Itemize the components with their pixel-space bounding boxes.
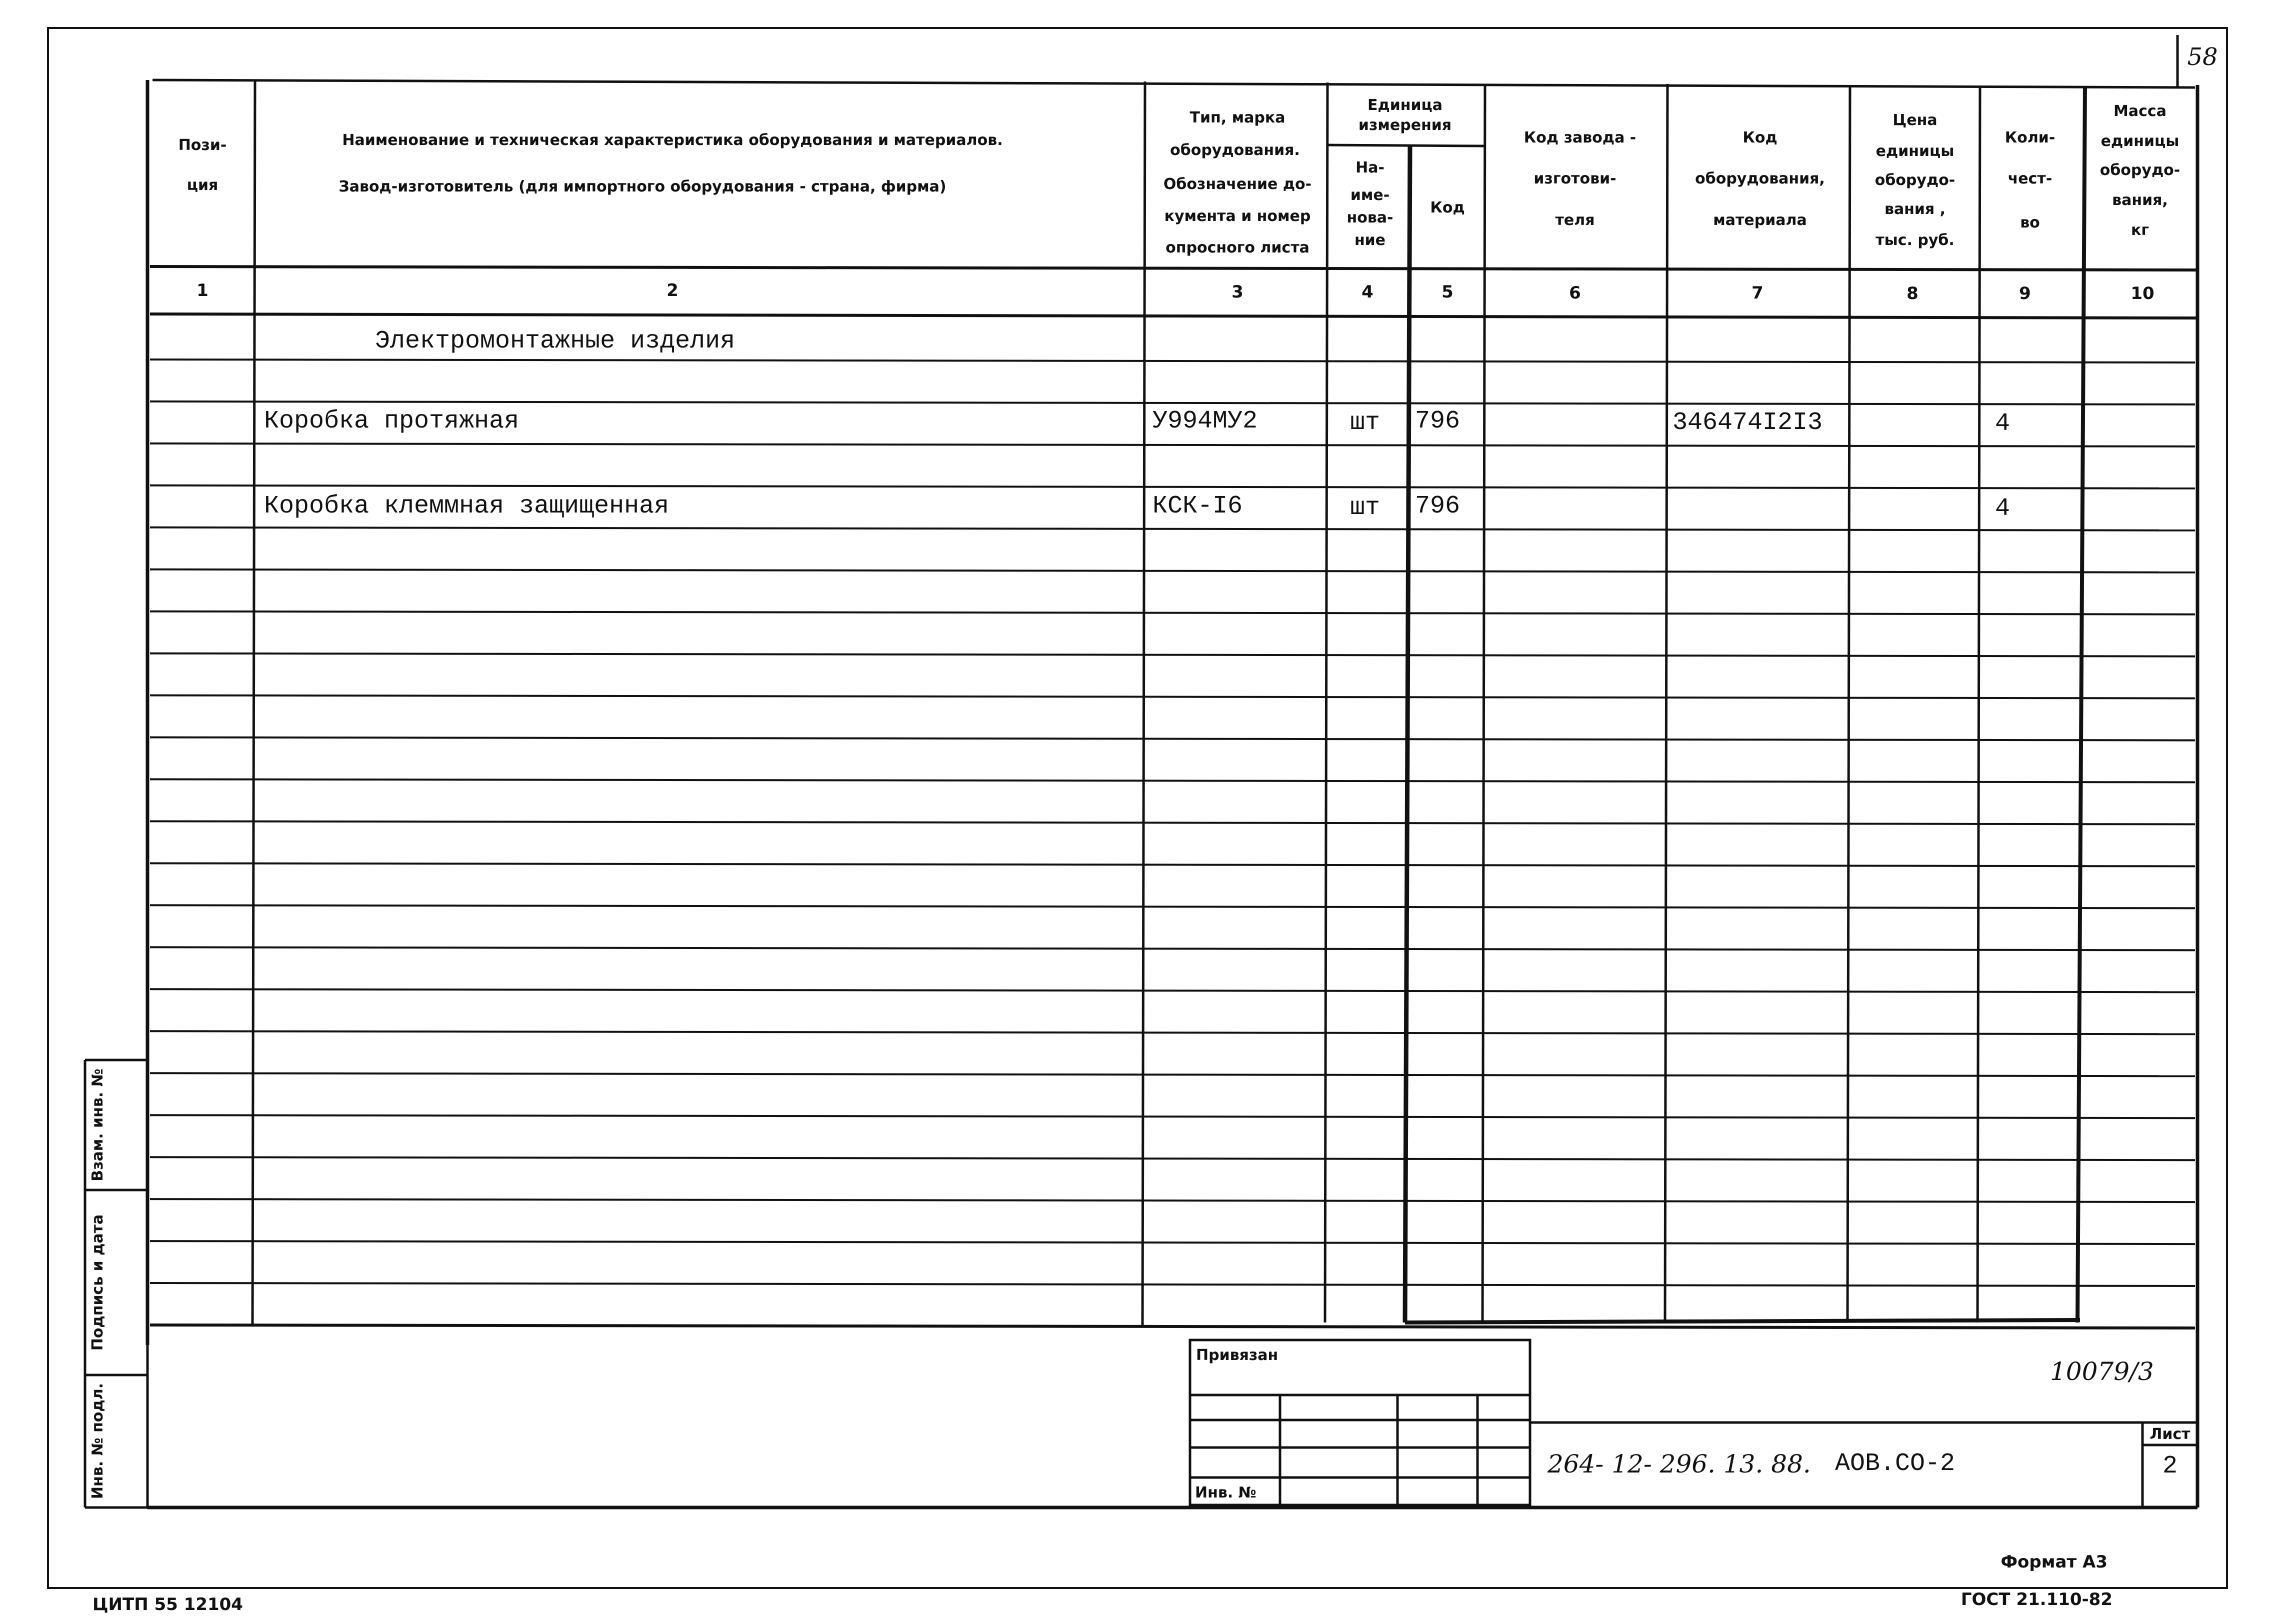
colnum-1: 1 bbox=[196, 280, 208, 300]
header-col10-l4: вания, bbox=[2112, 192, 2168, 209]
row-rule bbox=[150, 905, 2195, 908]
row-rule bbox=[150, 1157, 2195, 1160]
page-number: 58 bbox=[2187, 43, 2218, 71]
table-row bbox=[264, 407, 2010, 438]
row-3-name: Коробка протяжная bbox=[264, 407, 520, 436]
column-headers bbox=[178, 96, 2180, 256]
stamp-inv-no: Инв. № bbox=[1195, 1484, 1256, 1502]
footer-right-code: ГОСТ 21.110-82 bbox=[1960, 1590, 2112, 1610]
row-rule bbox=[150, 612, 2195, 614]
header-col3-l3: Обозначение до- bbox=[1163, 176, 1312, 193]
header-col1-l1: Пози- bbox=[178, 136, 227, 154]
header-col6-l2: изготови- bbox=[1534, 170, 1616, 188]
header-col4-l2: име- bbox=[1350, 186, 1390, 204]
colnum-9: 9 bbox=[2019, 284, 2031, 304]
row-rule bbox=[150, 402, 2195, 404]
header-col10-l1: Масса bbox=[2114, 102, 2166, 120]
row-5-code: 796 bbox=[1415, 492, 1460, 520]
header-col7-l3: материала bbox=[1713, 212, 1807, 229]
row-1-name: Электромонтажные изделия bbox=[375, 327, 736, 356]
row-rule bbox=[150, 444, 2195, 446]
row-rule bbox=[150, 947, 2195, 950]
header-col2-l2: Завод-изготовитель (для импортного оборудования - страна, фирма) bbox=[338, 178, 946, 196]
row-rule bbox=[150, 654, 2195, 656]
colnum-10: 10 bbox=[2130, 284, 2154, 304]
header-unit-group-l2: измерения bbox=[1358, 116, 1452, 134]
header-col9-l2: чест- bbox=[2008, 170, 2052, 188]
row-rule bbox=[150, 864, 2195, 866]
sheet-number: 2 bbox=[2162, 1452, 2178, 1480]
colnum-5: 5 bbox=[1442, 282, 1454, 302]
colnum-6: 6 bbox=[1569, 283, 1581, 303]
header-col7-l1: Код bbox=[1742, 129, 1778, 146]
row-rule bbox=[150, 1031, 2195, 1034]
row-rule bbox=[150, 1325, 2195, 1328]
header-col9-l1: Коли- bbox=[2004, 129, 2056, 146]
header-col8-l3: оборудо- bbox=[1874, 172, 1956, 189]
colnum-4: 4 bbox=[1362, 282, 1374, 302]
header-col3-l1: Тип, марка bbox=[1190, 109, 1286, 126]
colnum-7: 7 bbox=[1752, 283, 1764, 303]
header-col5: Код bbox=[1430, 199, 1465, 216]
header-col3-l5: опросного листа bbox=[1166, 239, 1310, 256]
header-col8-l2: единицы bbox=[1876, 142, 1954, 160]
format-label: Формат А3 bbox=[2000, 1552, 2108, 1572]
colnum-2: 2 bbox=[666, 280, 678, 300]
side-label-replace-inv: Взам. инв. № bbox=[89, 1068, 106, 1182]
colnum-8: 8 bbox=[1906, 284, 1918, 304]
side-label-signature-date: Подпись и дата bbox=[89, 1214, 106, 1351]
row-rule bbox=[150, 696, 2195, 698]
footer-left-code: ЦИТП 55 12104 bbox=[92, 1594, 243, 1614]
header-col4-l4: ние bbox=[1354, 232, 1386, 249]
row-rule bbox=[150, 486, 2195, 488]
doc-code: АОВ.СО-2 bbox=[1835, 1450, 1956, 1478]
header-col10-l3: оборудо- bbox=[2100, 162, 2180, 179]
table-grid bbox=[150, 80, 2196, 1325]
header-col7-l2: оборудования, bbox=[1695, 170, 1825, 188]
row-rule bbox=[150, 989, 2195, 992]
outer-frame bbox=[48, 28, 2227, 1588]
stamp-privyazan: Привязан bbox=[1196, 1346, 1278, 1364]
approval-stamp bbox=[1190, 1340, 1530, 1505]
header-col3-l2: оборудования. bbox=[1170, 142, 1300, 159]
header-col8-l5: тыс. руб. bbox=[1876, 232, 1954, 249]
table-body bbox=[264, 327, 2010, 523]
row-rule bbox=[150, 780, 2195, 782]
row-rule bbox=[150, 570, 2195, 572]
row-3-code: 796 bbox=[1415, 407, 1460, 436]
header-col10-l5: кг bbox=[2130, 222, 2150, 239]
row-3-qty: 4 bbox=[1995, 410, 2010, 438]
header-col10-l2: единицы bbox=[2100, 132, 2180, 150]
header-col6-l3: теля bbox=[1555, 212, 1595, 229]
row-rule bbox=[150, 1115, 2195, 1118]
header-col8-l4: вания , bbox=[1884, 200, 1946, 218]
header-col3-l4: кумента и номер bbox=[1164, 208, 1311, 225]
row-rule bbox=[150, 1199, 2195, 1202]
sheet-label: Лист bbox=[2150, 1426, 2190, 1443]
header-col1-l2: ция bbox=[186, 176, 218, 194]
row-rule bbox=[150, 360, 2195, 362]
row-3-equip-code: 346474I2I3 bbox=[1672, 408, 1823, 437]
row-rule bbox=[150, 528, 2195, 530]
row-5-type: КСК-I6 bbox=[1152, 492, 1243, 520]
column-number-row bbox=[196, 280, 2154, 304]
row-5-name: Коробка клеммная защищенная bbox=[264, 492, 670, 520]
row-rule bbox=[150, 738, 2195, 740]
colnum-3: 3 bbox=[1232, 282, 1244, 302]
inner-frame-top bbox=[152, 80, 2195, 88]
row-rule bbox=[150, 1283, 2195, 1286]
header-col4-l1: На- bbox=[1356, 159, 1384, 176]
header-unit-group-l1: Единица bbox=[1368, 96, 1442, 114]
header-col9-l3: во bbox=[2020, 214, 2040, 232]
drawing-ref: 264- 12- 296. 13. 88. bbox=[1548, 1450, 1811, 1478]
header-col8-l1: Цена bbox=[1892, 112, 1938, 129]
handwritten-ref: 10079/3 bbox=[2050, 1357, 2154, 1386]
header-col2-l1: Наименование и техническая характеристика оборудования и материалов. bbox=[342, 132, 1003, 149]
side-label-original-inv: Инв. № подл. bbox=[89, 1382, 106, 1500]
row-3-unit: шт bbox=[1350, 408, 1380, 437]
table-row bbox=[264, 492, 2010, 523]
row-5-unit: шт bbox=[1350, 494, 1380, 522]
header-col4-l3: нова- bbox=[1346, 209, 1394, 226]
row-3-type: У994МУ2 bbox=[1152, 407, 1258, 436]
row-rule bbox=[150, 822, 2195, 824]
header-col6-l1: Код завода - bbox=[1524, 129, 1636, 146]
row-rule bbox=[150, 1241, 2195, 1244]
row-5-qty: 4 bbox=[1995, 494, 2010, 523]
row-rule bbox=[150, 1073, 2195, 1076]
